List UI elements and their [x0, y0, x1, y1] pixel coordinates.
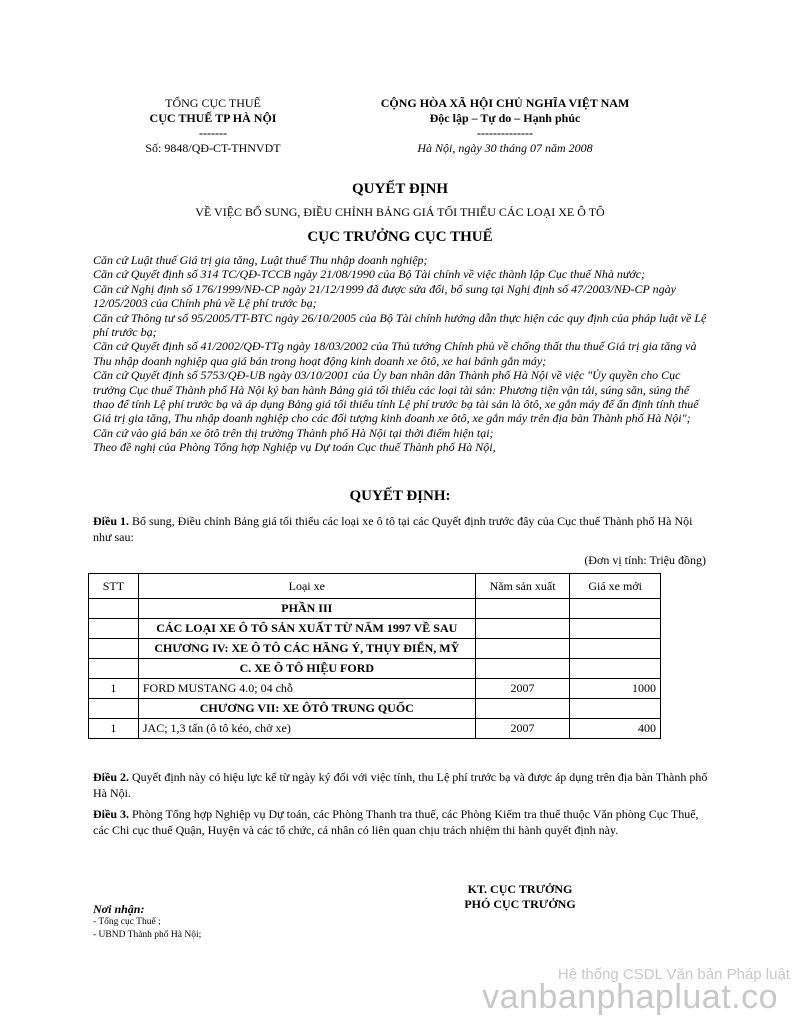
document-title: QUYẾT ĐỊNH	[352, 181, 448, 197]
recipient-item: - UBND Thành phố Hà Nội;	[93, 930, 202, 940]
column-header-price: Giá xe mới	[570, 574, 661, 599]
legal-basis: Căn cứ Thông tư số 95/2005/TT-BTC ngày 26/10/2005 của Bộ Tài chính hướng dẫn thực hiện các quy định của pháp luật về Lệ phí trước bạ;	[93, 310, 707, 340]
cell-vehicle-type: CHƯƠNG IV: XE Ô TÔ CÁC HÃNG Ý, THỤY ĐIỂN, MỸ	[138, 639, 475, 659]
watermark-site: vanbanphapluat.co	[482, 978, 778, 1016]
recipients-title: Nơi nhận:	[93, 902, 145, 916]
legal-basis: Căn cứ Quyết định số 5753/QĐ-UB ngày 03/10/2001 của Ủy ban nhân dân Thành phố Hà Nội về việc "Ủy quyền cho Cục trưởng Cục thuế Thành phố Hà Nội ký ban hành Bảng giá tối thiểu các loại tài sản: Phương tiện vận tải, súng săn, súng thể thao để tính Lệ phí trước bạ và áp dụng Bảng giá tối thiểu tính Lệ phí trước bạ tài sản là ôtô, xe gắn máy để ấn định tính thuế Giá trị gia tăng, Thu nhập doanh nghiệp cho các đối tượng kinh doanh xe ôtô, xe gắn máy trên địa bàn Thành phố Hà Nội";	[93, 368, 699, 426]
cell-stt	[89, 699, 139, 719]
legal-basis: Căn cứ Luật thuế Giá trị gia tăng, Luật thuế Thu nhập doanh nghiệp;	[93, 253, 428, 267]
agency-name: CỤC THUẾ TP HÀ NỘI	[149, 111, 277, 125]
cell-price	[570, 699, 661, 719]
cell-price	[570, 599, 661, 619]
motto-divider: --------------	[477, 126, 533, 140]
article-label: Điều 1.	[93, 514, 129, 528]
article-text: Quyết định này có hiệu lực kể từ ngày ký đối với việc tính, thu Lệ phí trước bạ và được áp dụng trên địa bàn Thành phố Hà Nội.	[93, 770, 708, 800]
signature-title-line1: KT. CỤC TRƯỞNG	[467, 882, 573, 896]
column-header-stt: STT	[89, 574, 139, 599]
cell-stt: 1	[89, 719, 139, 739]
table-row	[89, 619, 661, 639]
cell-vehicle-type: JAC; 1,3 tấn (ô tô kéo, chở xe)	[138, 719, 475, 739]
cell-year	[475, 699, 570, 719]
column-header-vehicle-type: Loại xe	[138, 574, 475, 599]
signature-block	[420, 882, 620, 912]
recipients-block	[93, 903, 201, 942]
cell-year	[475, 659, 570, 679]
price-table	[88, 573, 661, 739]
national-motto: Độc lập – Tự do – Hạnh phúc	[429, 111, 581, 125]
document-number: Số: 9848/QĐ-CT-THNVDT	[145, 141, 281, 155]
article-text: Bổ sung, Điều chỉnh Bảng giá tối thiểu các loại xe ô tô tại các Quyết định trước đây của Cục thuế Thành phố Hà Nội như sau:	[93, 514, 693, 544]
cell-price: 1000	[570, 679, 661, 699]
cell-year	[475, 639, 570, 659]
table-header-row	[89, 574, 661, 599]
legal-basis: Căn cứ vào giá bán xe ôtô trên thị trường Thành phố Hà Nội tại thời điểm hiện tại;	[93, 425, 494, 440]
recipient-item: - Tổng cục Thuế ;	[93, 917, 161, 927]
cell-year	[475, 619, 570, 639]
national-header-block	[345, 96, 665, 156]
cell-vehicle-type: FORD MUSTANG 4.0; 04 chỗ	[138, 679, 475, 699]
place-and-date: Hà Nội, ngày 30 tháng 07 năm 2008	[417, 141, 593, 155]
cell-year: 2007	[475, 679, 570, 699]
cell-stt	[89, 599, 139, 619]
cell-price	[570, 659, 661, 679]
table-row	[89, 679, 661, 699]
table-row	[89, 719, 661, 739]
article-1	[93, 514, 708, 545]
parent-agency: TỔNG CỤC THUẾ	[165, 96, 261, 110]
cell-year: 2007	[475, 719, 570, 739]
cell-stt: 1	[89, 679, 139, 699]
cell-year	[475, 599, 570, 619]
article-2	[93, 770, 708, 801]
cell-stt	[89, 659, 139, 679]
nation-name: CỘNG HÒA XÃ HỘI CHỦ NGHĨA VIỆT NAM	[380, 96, 630, 110]
cell-price	[570, 619, 661, 639]
decision-heading: QUYẾT ĐỊNH:	[349, 488, 451, 504]
legal-basis: Căn cứ Quyết định số 314 TC/QĐ-TCCB ngày 21/08/1990 của Bộ Tài chính về việc thành lập Cục thuế Nhà nước;	[93, 267, 646, 282]
signature-title-line2: PHÓ CỤC TRƯỞNG	[464, 897, 576, 911]
cell-vehicle-type: C. XE Ô TÔ HIỆU FORD	[138, 659, 475, 679]
legal-bases	[93, 253, 713, 455]
issuing-agency-block	[108, 96, 318, 156]
legal-basis: Căn cứ Quyết định số 41/2002/QĐ-TTg ngày 18/03/2002 của Thủ tướng Chính phủ về chống thất thu thuế Giá trị gia tăng và Thu nhập doanh nghiệp qua giá bán trong hoạt động kinh doanh xe ôtô, xe hai bánh gắn máy;	[93, 339, 697, 368]
cell-vehicle-type: CHƯƠNG VII: XE ÔTÔ TRUNG QUỐC	[138, 699, 475, 719]
table-row	[89, 639, 661, 659]
legal-basis: Theo đề nghị của Phòng Tổng hợp Nghiệp vụ Dự toán Cục thuế Thành phố Hà Nội,	[93, 440, 496, 455]
agency-divider: -------	[199, 126, 227, 140]
cell-stt	[89, 639, 139, 659]
article-label: Điều 2.	[93, 770, 129, 784]
cell-vehicle-type: PHẦN III	[138, 599, 475, 619]
cell-price: 400	[570, 719, 661, 739]
article-text: Phòng Tổng hợp Nghiệp vụ Dự toán, các Phòng Thanh tra thuế, các Phòng Kiểm tra thuế thuộc Văn phòng Cục Thuế, các Chi cục thuế Quận, Huyện và các tổ chức, cá nhân có liên quan chịu trách nhiệm thi hành quyết định này.	[93, 807, 699, 837]
article-3	[93, 807, 708, 838]
cell-vehicle-type: CÁC LOẠI XE Ô TÔ SẢN XUẤT TỪ NĂM 1997 VỀ SAU	[138, 619, 475, 639]
table-row	[89, 659, 661, 679]
legal-basis: Căn cứ Nghị định số 176/1999/NĐ-CP ngày 21/12/1999 đã được sửa đổi, bổ sung tại Nghị định số 47/2003/NĐ-CP ngày 12/05/2003 của Chính phủ về Lệ phí trước bạ;	[93, 281, 676, 311]
cell-price	[570, 639, 661, 659]
document-subtitle: VỀ VIỆC BỔ SUNG, ĐIỀU CHỈNH BẢNG GIÁ TỐI THIỂU CÁC LOẠI XE Ô TÔ	[195, 205, 605, 219]
article-label: Điều 3.	[93, 807, 129, 821]
issuing-authority: CỤC TRƯỞNG CỤC THUẾ	[307, 229, 493, 245]
column-header-year: Năm sản xuất	[475, 574, 570, 599]
cell-stt	[89, 619, 139, 639]
table-row	[89, 599, 661, 619]
unit-note: (Đơn vị tính: Triệu đồng)	[584, 553, 706, 567]
watermark-caption: Hệ thống CSDL Văn bản Pháp luật	[557, 966, 790, 983]
table-row	[89, 699, 661, 719]
